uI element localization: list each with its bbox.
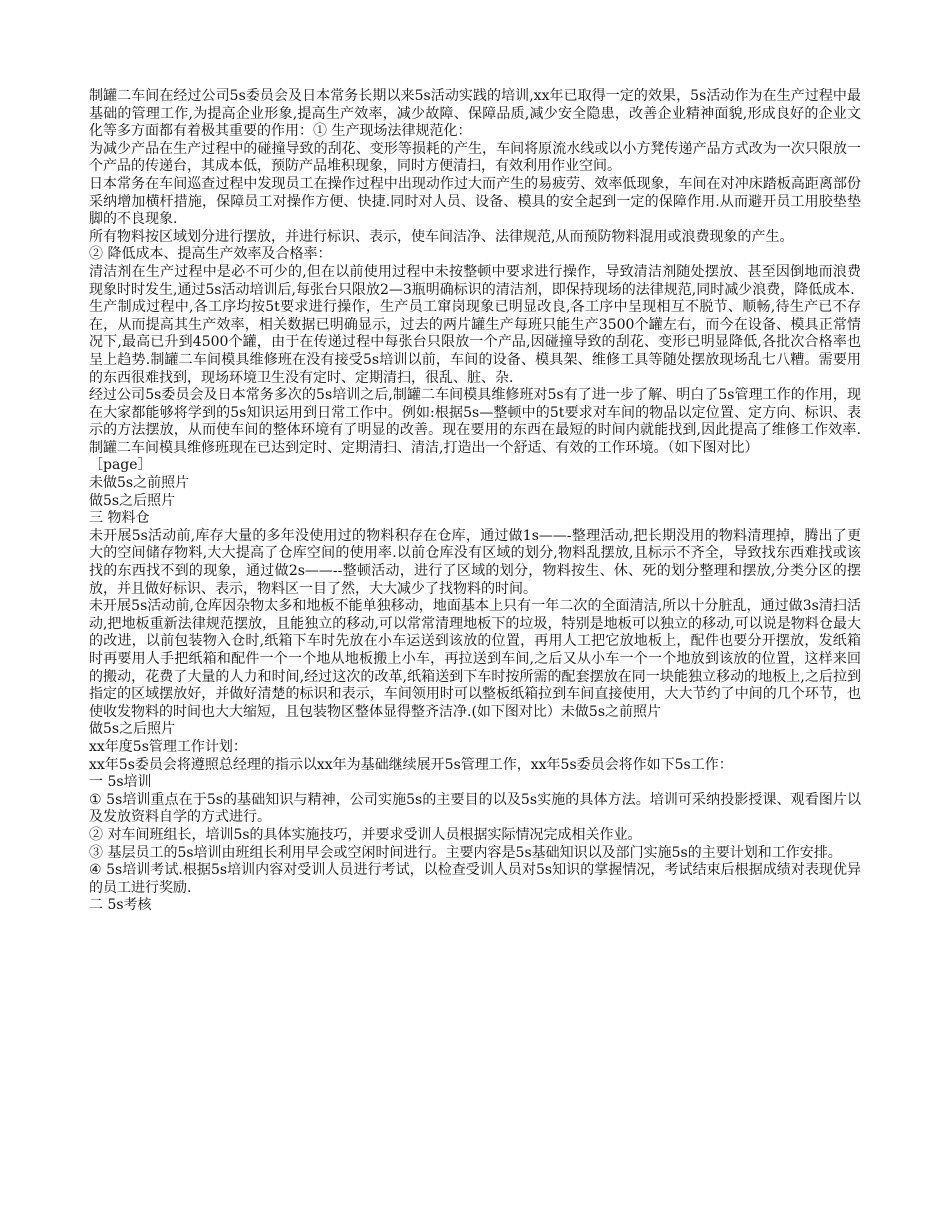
list-item-training-1: ① 5s培训重点在于5s的基础知识与精神，公司实施5s的主要目的以及5s实施的具体方法。培训可采纳投影授课、观看图片以及发放资料自学的方式进行。 (89, 791, 861, 826)
caption-after-photo-warehouse: 做5s之后照片 (89, 721, 176, 738)
caption-after-photo: 做5s之后照片 (89, 492, 176, 509)
heading-training: 一 5s培训 (89, 774, 152, 791)
page-marker: ［page］ (89, 457, 152, 474)
paragraph-warehouse-sorting: 未开展5s活动前,库存大量的多年没使用过的物料积存在仓库，通过做1s——-整理活动,把长期没用的物料清理掉，腾出了更大的空间储存物料,大大提高了仓库空间的使用率.以前仓库没有区域的划分,物料乱摆放,且标示不齐全，导致找东西难找或该找的东西找不到的现象，通过做2s——--整顿活动，进行了区域的划分，物料按生、休、死的划分整理和摆放,分类分区的摆放，并且做好标识、表示，物料区一目了然，大大减少了找物料的时间。 (89, 527, 861, 597)
paragraph-warehouse-cleaning: 未开展5s活动前,仓库因杂物太多和地板不能单独移动，地面基本上只有一年二次的全面清洁,所以十分脏乱，通过做3s清扫活动,把地板重新法律规范摆放，且能独立的移动,可以常常清理地板下的垃圾，特别是地板可以独立的移动,可以说是物料仓最大的改进，以前包装物入仓时,纸箱下车时先放在小车运送到该放的位置，再用人工把它放地板上，配件也要分开摆放，发纸箱时再要用人手把纸箱和配件一个一个地从地板搬上小车，再拉送到车间,之后又从小车一个一个地放到该放的位置，这样来回的搬动，花费了大量的人力和时间,经过这次的改革,纸箱送到下车时按所需的配套摆放在同一块能独立移动的地板上,之后拉到指定的区域摆放好，并做好清楚的标识和表示，车间领用时可以整板纸箱拉到车间直接使用，大大节约了中间的几个环节，也使收发物料的时间也大大缩短，且包装物区整体显得整齐洁净.(如下图对比）未做5s之前照片 (89, 598, 861, 720)
paragraph-pedal-crossbar: 日本常务在车间巡查过程中发现员工在操作过程中出现动作过大而产生的易疲劳、效率低现象，车间在对冲床踏板高距离部份采纳增加横杆措施，保障员工对操作方便、快捷.同时对人员、设备、模具的安全起到一定的保障作用.从而避开员工用胶垫垫脚的不良现象. (89, 175, 861, 228)
heading-assessment: 二 5s考核 (89, 897, 152, 914)
list-item-training-2: ② 对车间班组长，培训5s的具体实施技巧，并要求受训人员根据实际情况完成相关作业。 (89, 826, 642, 843)
paragraph-maintenance-team: 经过公司5s委员会及日本常务多次的5s培训之后,制罐二车间模具维修班对5s有了进一步了解、明白了5s管理工作的作用，现在大家都能够将学到的5s知识运用到日常工作中。例如:根据5s—整顿中的5t要求对车间的物品以定位置、定方向、标识、表示的方法摆放，从而使车间的整体环境有了明显的改善。现在要用的东西在最短的时间内就能找到,因此提高了维修工作效率.制罐二车间模具维修班现在已达到定时、定期清扫、清洁,打造出一个舒适、有效的工作环境。（如下图对比） (89, 387, 861, 456)
paragraph-intro: 制罐二车间在经过公司5s委员会及日本常务长期以来5s活动实践的培训,xx年已取得一定的效果，5s活动作为在生产过程中最基础的管理工作,为提高企业形象,提高生产效率，减少故障、保障品质,减少安全隐患，改善企业精神面貌,形成良好的企业文化等多方面都有着极其重要的作用：① 生产现场法律规范化： (89, 88, 861, 140)
list-item-training-3: ③ 基层员工的5s培训由班组长利用早会或空闲时间进行。主要内容是5s基础知识以及部门实施5s的主要计划和工作安排。 (89, 844, 842, 861)
heading-material-warehouse: 三 物料仓 (89, 510, 150, 527)
paragraph-material-zoning: 所有物料按区域划分进行摆放，并进行标识、表示，使车间洁净、法律规范,从而预防物料混用或浪费现象的产生。 (89, 228, 794, 245)
paragraph-transfer-table: 为减少产品在生产过程中的碰撞导致的刮花、变形等损耗的产生，车间将原流水线或以小方凳传递产品方式改为一次只限放一个产品的传递台，其成本低，预防产品堆积现象，同时方便清扫，有效利用作业空间。 (89, 140, 861, 175)
paragraph-production-efficiency: 生产制成过程中,各工序均按5t要求进行操作，生产员工窜岗现象已明显改良,各工序中呈现相互不脱节、顺畅,待生产已不存在，从而提高其生产效率，相关数据已明确显示，过去的两片罐生产每班只能生产3500个罐左右，而今在设备、模具正常情况下,最高已升到4500个罐，由于在传递过程中每张台只限放一个产品,因碰撞导致的刮花、变形已明显降低,各批次合格率也呈上趋势.制罐二车间模具维修班在没有接受5s培训以前，车间的设备、模具架、维修工具等随处摆放现场乱七八糟。需要用的东西很难找到，现场环境卫生没有定时、定期清扫，很乱、脏、杂. (89, 299, 861, 386)
list-item-training-4: ④ 5s培训考试.根据5s培训内容对受训人员进行考试，以检查受训人员对5s知识的掌握情况，考试结束后根据成绩对表现优异的员工进行奖励. (89, 862, 861, 896)
paragraph-cleaning-agent: 清洁剂在生产过程中是必不可少的,但在以前使用过程中未按整顿中要求进行操作，导致清洁剂随处摆放、甚至因倒地而浪费现象时时发生,通过5s活动培训后,每张台只限放2—3瓶明确标识的清洁剂，即保持现场的法律规范,同时减少浪费，降低成本. (89, 263, 861, 298)
paragraph-annual-plan-intro: xx年5s委员会将遵照总经理的指示以xx年为基础继续展开5s管理工作，xx年5s委员会将作如下5s工作： (89, 756, 733, 773)
document-body (89, 88, 861, 915)
heading-cost-reduction: ② 降低成本、提高生产效率及合格率： (89, 246, 332, 263)
heading-annual-plan: xx年度5s管理工作计划： (89, 738, 247, 755)
caption-before-photo: 未做5s之前照片 (89, 475, 190, 492)
